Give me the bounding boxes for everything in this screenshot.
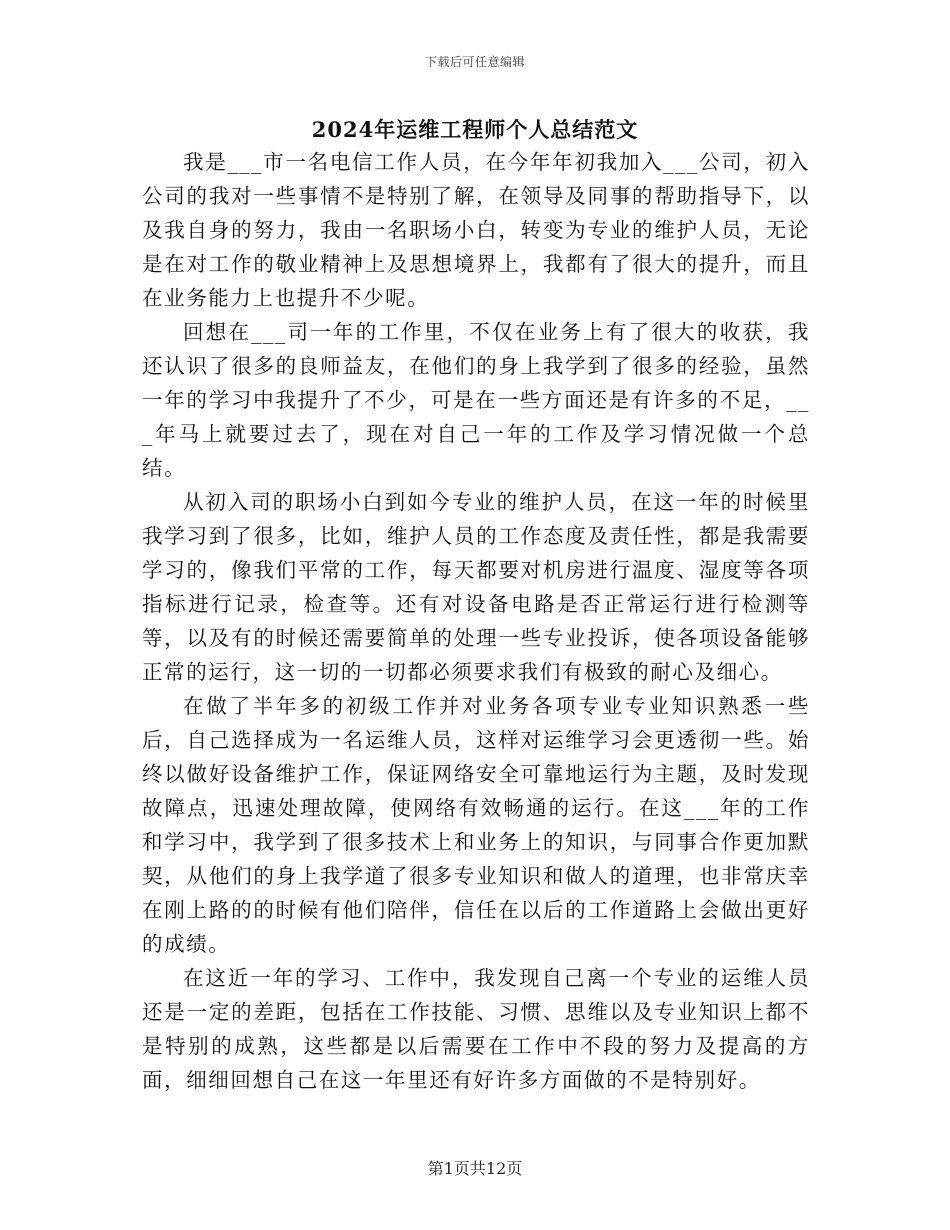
paragraph: 我是___市一名电信工作人员，在今年年初我加入___公司，初入公司的我对一些事情不是特别了解，在领导及同事的帮助指导下，以及我自身的努力，我由一名职场小白，转变为专业的维护人员，无论是在对工作的敬业精神上及思想境界上，我都有了很大的提升，而且在业务能力上也提升不少呢。 bbox=[142, 150, 810, 310]
document-title: 2024年运维工程师个人总结范文 bbox=[311, 117, 639, 142]
paragraph: 在这近一年的学习、工作中，我发现自己离一个专业的运维人员还是一定的差距，包括在工作技能、习惯、思维以及专业知识上都不是特别的成熟，这些都是以后需要在工作中不段的努力及提高的方面，细细回想自己在这一年里还有好许多方面做的不是特别好。 bbox=[142, 966, 810, 1092]
paragraph: 在做了半年多的初级工作并对业务各项专业专业知识熟悉一些后，自己选择成为一名运维人员，这样对运维学习会更透彻一些。始终以做好设备维护工作，保证网络安全可靠地运行为主题，及时发现故障点，迅速处理故障，使网络有效畅通的运行。在这___年的工作和学习中，我学到了很多技术上和业务上的知识，与同事合作更加默契，从他们的身上我学道了很多专业知识和做人的道理，也非常庆幸在刚上路的的时候有他们陪伴，信任在以后的工作道路上会做出更好的成绩。 bbox=[142, 694, 810, 956]
paragraph: 回想在___司一年的工作里，不仅在业务上有了很大的收获，我还认识了很多的良师益友，在他们的身上我学到了很多的经验，虽然一年的学习中我提升了不少，可是在一些方面还是有许多的不足，___年马上就要过去了，现在对自己一年的工作及学习情况做一个总结。 bbox=[142, 320, 810, 480]
paragraph: 从初入司的职场小白到如今专业的维护人员，在这一年的时候里我学习到了很多，比如，维护人员的工作态度及责任性，都是我需要学习的，像我们平常的工作，每天都要对机房进行温度、湿度等各项指标进行记录，检查等。还有对设备电路是否正常运行进行检测等等，以及有的时候还需要简单的处理一些专业投诉，使各项设备能够正常的运行，这一切的一切都必须要求我们有极致的耐心及细心。 bbox=[142, 490, 810, 684]
document-body bbox=[142, 145, 810, 1097]
page-number-footer: 第1页共12页 bbox=[427, 1159, 523, 1178]
header-note: 下载后可任意编辑 bbox=[424, 55, 525, 69]
